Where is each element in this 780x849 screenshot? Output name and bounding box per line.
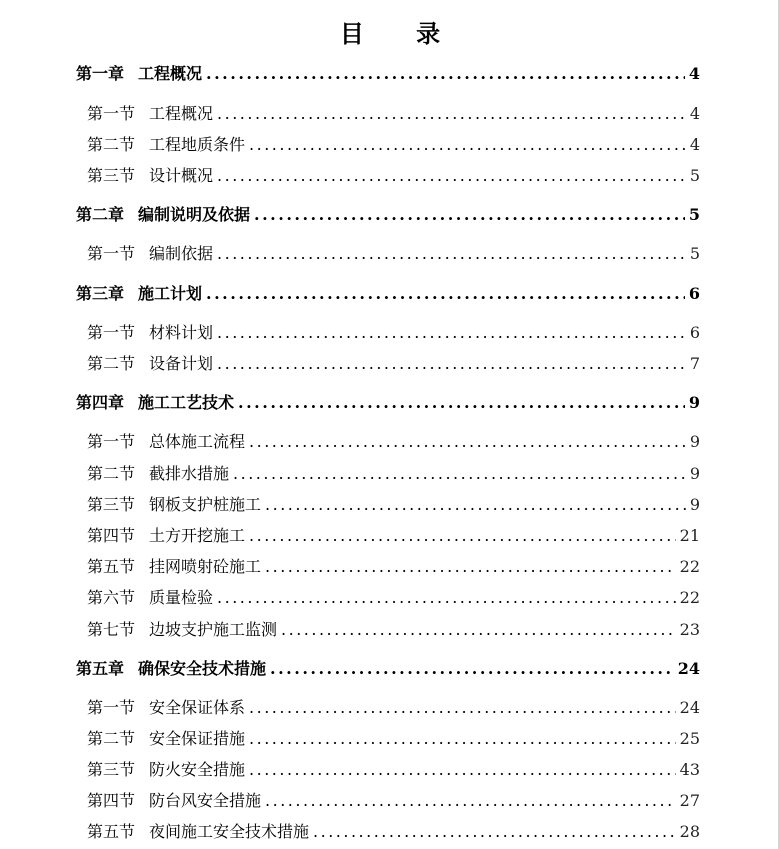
page-number: 24 [679, 698, 700, 717]
section-number: 第二节 [87, 464, 136, 483]
chapter-title: 工程概况 [138, 64, 203, 83]
section-title: 工程概况 [149, 104, 214, 123]
toc-entry-section[interactable] [87, 463, 700, 485]
dot-leader [265, 790, 676, 812]
section-title: 编制依据 [149, 244, 214, 263]
page-number: 23 [679, 620, 700, 639]
dot-leader [249, 431, 686, 453]
page-number: 21 [679, 526, 700, 545]
dot-leader [217, 165, 686, 187]
toc-entry-section[interactable] [87, 759, 700, 781]
toc-entry-label [87, 790, 261, 812]
page-number: 27 [679, 791, 700, 810]
toc-entry-chapter[interactable] [76, 63, 700, 85]
toc-entry-chapter[interactable] [76, 392, 700, 414]
dot-leader [270, 658, 674, 680]
dot-leader [217, 322, 686, 344]
chapter-number: 第三章 [76, 284, 125, 303]
section-number: 第一节 [87, 323, 136, 342]
section-number: 第一节 [87, 432, 136, 451]
section-title: 钢板支护桩施工 [149, 495, 262, 514]
toc-title: 目 录 [339, 19, 463, 48]
section-number: 第五节 [87, 822, 136, 841]
toc-entry-label [87, 431, 245, 453]
page-number: 6 [689, 323, 700, 342]
toc-entry-label [87, 556, 261, 578]
section-title: 安全保证措施 [149, 729, 246, 748]
toc-entry-section[interactable] [87, 134, 700, 156]
section-number: 第一节 [87, 104, 136, 123]
section-number: 第四节 [87, 791, 136, 810]
toc-entry-section[interactable] [87, 697, 700, 719]
dot-leader [206, 63, 685, 85]
section-title: 防火安全措施 [149, 760, 246, 779]
dot-leader [206, 283, 685, 305]
dot-leader [249, 697, 676, 719]
dot-leader [249, 759, 676, 781]
toc-entry-label [87, 353, 213, 375]
toc-entry-section[interactable] [87, 587, 700, 609]
section-number: 第一节 [87, 244, 136, 263]
dot-leader [281, 619, 676, 641]
toc-entry-label [87, 463, 229, 485]
page-number: 22 [679, 588, 700, 607]
page-number: 24 [677, 659, 700, 678]
page-number: 9 [689, 464, 700, 483]
toc-entry-label [76, 392, 234, 414]
section-title: 安全保证体系 [149, 698, 246, 717]
page-number: 43 [679, 760, 700, 779]
section-title: 夜间施工安全技术措施 [149, 822, 310, 841]
toc-entry-chapter[interactable] [76, 204, 700, 226]
section-title: 质量检验 [149, 588, 214, 607]
section-number: 第三节 [87, 166, 136, 185]
chapter-number: 第二章 [76, 205, 125, 224]
section-title: 截排水措施 [149, 464, 230, 483]
section-number: 第七节 [87, 620, 136, 639]
toc-entry-section[interactable] [87, 243, 700, 265]
dot-leader [217, 103, 686, 125]
toc-entry-chapter[interactable] [76, 283, 700, 305]
page-number: 4 [688, 64, 700, 83]
toc-entry-section[interactable] [87, 619, 700, 641]
toc-entry-section[interactable] [87, 494, 700, 516]
page-number: 9 [689, 495, 700, 514]
section-title: 设计概况 [149, 166, 214, 185]
section-title: 挂网喷射砼施工 [149, 557, 262, 576]
section-number: 第二节 [87, 729, 136, 748]
toc-entry-section[interactable] [87, 165, 700, 187]
toc-entry-label [87, 619, 277, 641]
section-title: 土方开挖施工 [149, 526, 246, 545]
toc-entry-label [87, 728, 245, 750]
dot-leader [233, 463, 686, 485]
toc-entry-chapter[interactable] [76, 658, 700, 680]
chapter-title: 编制说明及依据 [138, 205, 251, 224]
section-number: 第三节 [87, 760, 136, 779]
page-number: 4 [689, 104, 700, 123]
toc-entry-label [87, 134, 245, 156]
toc-entry-section[interactable] [87, 353, 700, 375]
dot-leader [249, 134, 686, 156]
dot-leader [217, 353, 686, 375]
toc-entry-label [87, 587, 213, 609]
page-number: 25 [679, 729, 700, 748]
section-title: 总体施工流程 [149, 432, 246, 451]
toc-entry-label [87, 243, 213, 265]
toc-entry-label [76, 204, 250, 226]
section-number: 第二节 [87, 135, 136, 154]
dot-leader [217, 243, 686, 265]
page-number: 5 [689, 166, 700, 185]
chapter-title: 施工工艺技术 [138, 393, 235, 412]
page-number: 5 [688, 205, 700, 224]
toc-entry-label [76, 63, 202, 85]
toc-entry-section[interactable] [87, 525, 700, 547]
toc-entry-label [76, 658, 266, 680]
toc-entry-section[interactable] [87, 103, 700, 125]
chapter-title: 施工计划 [138, 284, 203, 303]
section-title: 边坡支护施工监测 [149, 620, 278, 639]
page-number: 5 [689, 244, 700, 263]
dot-leader [254, 204, 685, 226]
chapter-number: 第一章 [76, 64, 125, 83]
toc-entry-label [87, 525, 245, 547]
toc-entry-label [87, 165, 213, 187]
dot-leader [249, 728, 676, 750]
toc-entry-section[interactable] [87, 431, 700, 453]
toc-entry-section[interactable] [87, 556, 700, 578]
toc-entry-label [87, 697, 245, 719]
page-number: 9 [688, 393, 700, 412]
toc-entry-section[interactable] [87, 790, 700, 812]
page-number: 9 [689, 432, 700, 451]
toc-entry-label [76, 283, 202, 305]
section-number: 第四节 [87, 526, 136, 545]
section-number: 第五节 [87, 557, 136, 576]
toc-entry-section[interactable] [87, 322, 700, 344]
toc-entry-label [87, 103, 213, 125]
chapter-title: 确保安全技术措施 [138, 659, 267, 678]
section-number: 第一节 [87, 698, 136, 717]
section-title: 防台风安全措施 [149, 791, 262, 810]
page-number: 28 [679, 822, 700, 841]
dot-leader [265, 556, 676, 578]
section-title: 工程地质条件 [149, 135, 246, 154]
toc-entry-label [87, 494, 261, 516]
section-number: 第三节 [87, 495, 136, 514]
chapter-number: 第四章 [76, 393, 125, 412]
page-number: 4 [689, 135, 700, 154]
dot-leader [238, 392, 685, 414]
toc-entry-section[interactable] [87, 728, 700, 750]
toc-entry-label [87, 759, 245, 781]
section-number: 第二节 [87, 354, 136, 373]
toc-entry-label [87, 322, 213, 344]
dot-leader [313, 821, 676, 843]
toc-entry-section[interactable] [87, 821, 700, 843]
toc-entry-label [87, 821, 309, 843]
page-number: 7 [689, 354, 700, 373]
section-title: 材料计划 [149, 323, 214, 342]
section-title: 设备计划 [149, 354, 214, 373]
dot-leader [265, 494, 686, 516]
page-number: 22 [679, 557, 700, 576]
section-number: 第六节 [87, 588, 136, 607]
page-number: 6 [688, 284, 700, 303]
chapter-number: 第五章 [76, 659, 125, 678]
dot-leader [217, 587, 676, 609]
dot-leader [249, 525, 676, 547]
